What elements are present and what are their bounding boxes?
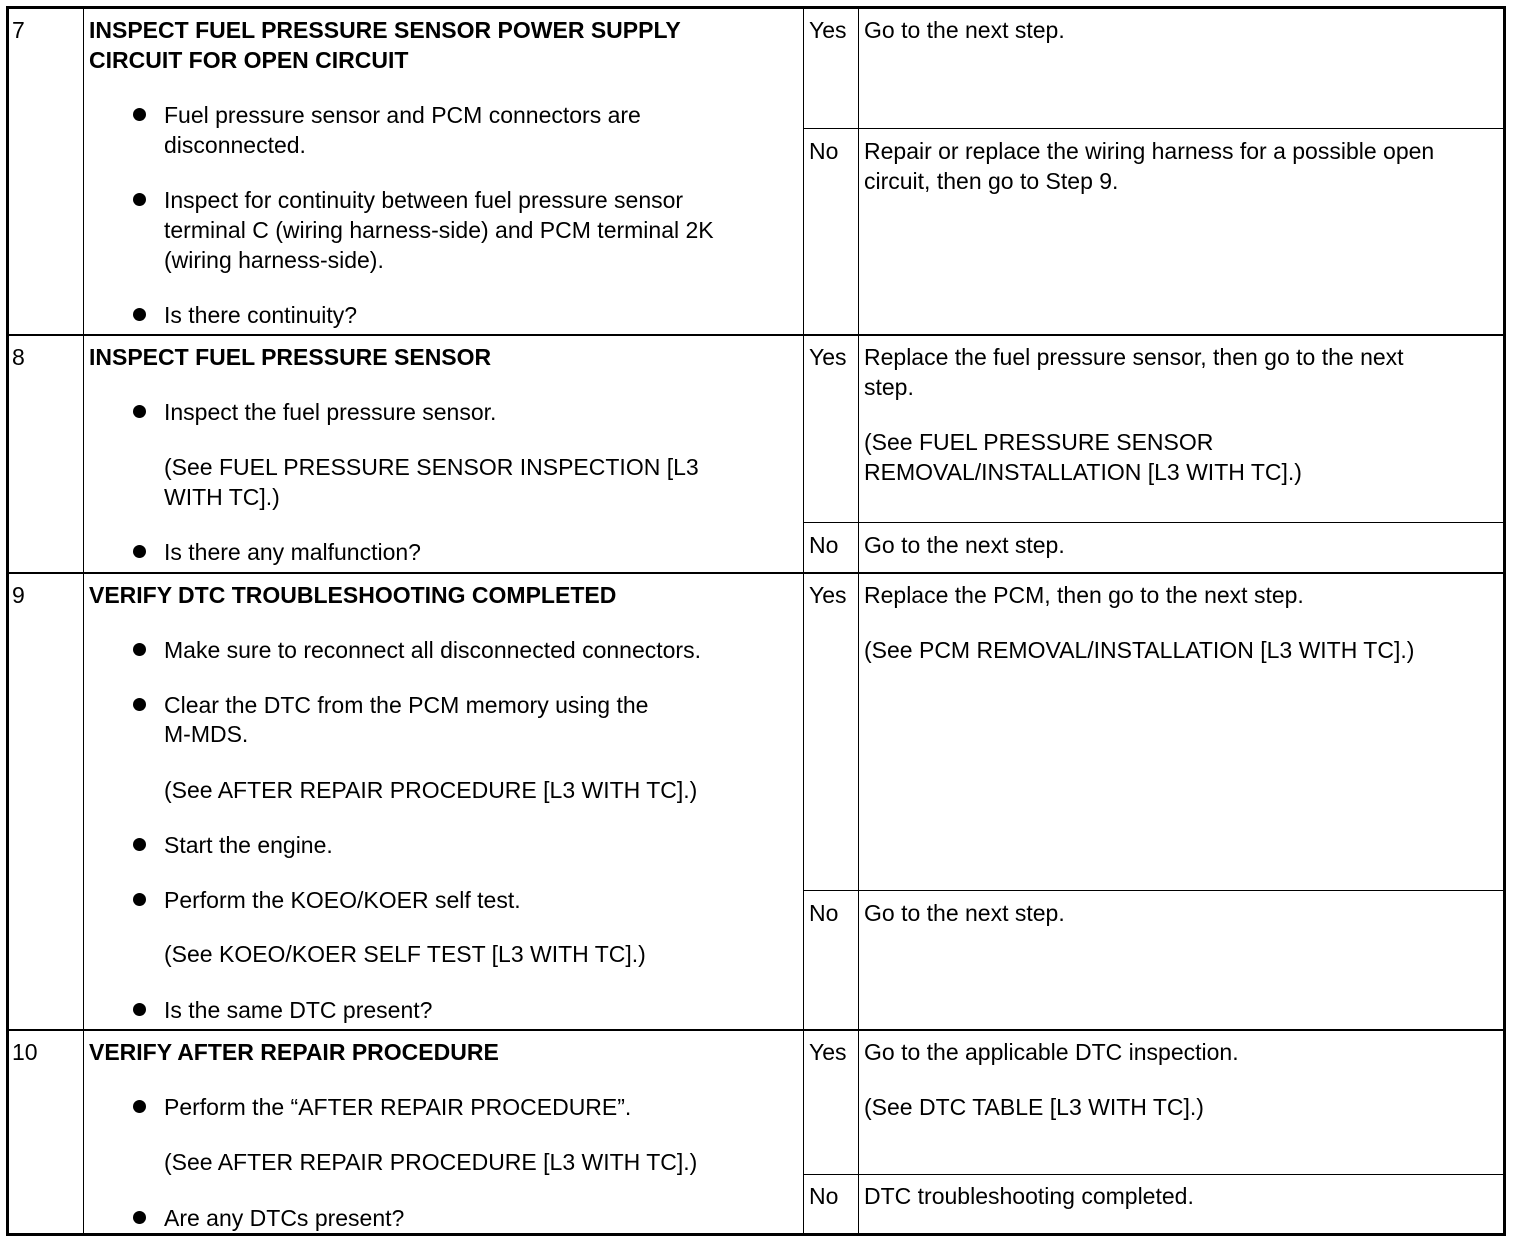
yes-action: Replace the fuel pressure sensor, then go to the next — [864, 344, 1404, 370]
bullet-icon — [133, 838, 146, 851]
step-number: 10 — [12, 1039, 38, 1065]
reference-note: (See FUEL PRESSURE SENSOR INSPECTION [L3 — [164, 454, 699, 480]
no-action: DTC troubleshooting completed. — [864, 1183, 1194, 1209]
yes-label: Yes — [809, 344, 847, 370]
inspection-item: (wiring harness-side). — [164, 247, 384, 273]
step-number: 8 — [12, 344, 25, 370]
bullet-icon — [133, 1100, 146, 1113]
no-action: circuit, then go to Step 9. — [864, 168, 1119, 194]
step-title: INSPECT FUEL PRESSURE SENSOR POWER SUPPLY — [89, 17, 681, 43]
yes-action: Replace the PCM, then go to the next step. — [864, 582, 1304, 608]
no-label: No — [809, 1183, 839, 1209]
reference-note: (See KOEO/KOER SELF TEST [L3 WITH TC].) — [164, 941, 646, 967]
bullet-icon — [133, 108, 146, 121]
bullet-icon — [133, 1003, 146, 1016]
inspection-item: Inspect the fuel pressure sensor. — [164, 399, 497, 425]
reference-note: (See FUEL PRESSURE SENSOR — [864, 429, 1214, 455]
no-action: Go to the next step. — [864, 900, 1065, 926]
inspection-item: Perform the KOEO/KOER self test. — [164, 887, 521, 913]
no-action: Go to the next step. — [864, 532, 1065, 558]
row-divider — [9, 334, 1503, 336]
inspection-item: disconnected. — [164, 132, 306, 158]
yes-no-divider — [803, 890, 1503, 891]
no-label: No — [809, 138, 839, 164]
bullet-icon — [133, 405, 146, 418]
column-divider-inspection — [803, 9, 804, 1233]
inspection-item: Start the engine. — [164, 832, 333, 858]
row-divider — [9, 572, 1503, 574]
inspection-item: M-MDS. — [164, 721, 249, 747]
column-divider-step — [83, 9, 84, 1233]
yes-no-divider — [803, 1174, 1503, 1175]
step-title: VERIFY DTC TROUBLESHOOTING COMPLETED — [89, 582, 617, 608]
reference-note: REMOVAL/INSTALLATION [L3 WITH TC].) — [864, 459, 1302, 485]
bullet-icon — [133, 893, 146, 906]
yes-action: step. — [864, 374, 914, 400]
inspection-question: Is there continuity? — [164, 302, 358, 328]
yes-label: Yes — [809, 582, 847, 608]
column-divider-result — [858, 9, 859, 1233]
step-number: 7 — [12, 17, 25, 43]
inspection-item: Make sure to reconnect all disconnected connectors. — [164, 637, 701, 663]
step-number: 9 — [12, 582, 25, 608]
inspection-item: Clear the DTC from the PCM memory using the — [164, 692, 649, 718]
reference-note: (See DTC TABLE [L3 WITH TC].) — [864, 1094, 1204, 1120]
inspection-question: Is the same DTC present? — [164, 997, 433, 1023]
inspection-item: terminal C (wiring harness-side) and PCM terminal 2K — [164, 217, 714, 243]
reference-note: (See PCM REMOVAL/INSTALLATION [L3 WITH TC].) — [864, 637, 1415, 663]
bullet-icon — [133, 545, 146, 558]
step-title: INSPECT FUEL PRESSURE SENSOR — [89, 344, 492, 370]
step-title: VERIFY AFTER REPAIR PROCEDURE — [89, 1039, 499, 1065]
no-action: Repair or replace the wiring harness for a possible open — [864, 138, 1435, 164]
row-divider — [9, 1029, 1503, 1031]
inspection-item: Fuel pressure sensor and PCM connectors are — [164, 102, 641, 128]
inspection-item: Perform the “AFTER REPAIR PROCEDURE”. — [164, 1094, 632, 1120]
reference-note: (See AFTER REPAIR PROCEDURE [L3 WITH TC].) — [164, 1149, 698, 1175]
inspection-question: Are any DTCs present? — [164, 1205, 405, 1231]
troubleshooting-table — [6, 6, 1506, 1236]
yes-no-divider — [803, 128, 1503, 129]
bullet-icon — [133, 1211, 146, 1224]
bullet-icon — [133, 698, 146, 711]
step-title: CIRCUIT FOR OPEN CIRCUIT — [89, 47, 409, 73]
no-label: No — [809, 532, 839, 558]
bullet-icon — [133, 643, 146, 656]
bullet-icon — [133, 193, 146, 206]
reference-note: WITH TC].) — [164, 484, 280, 510]
inspection-question: Is there any malfunction? — [164, 539, 421, 565]
bullet-icon — [133, 308, 146, 321]
inspection-item: Inspect for continuity between fuel pressure sensor — [164, 187, 684, 213]
no-label: No — [809, 900, 839, 926]
yes-action: Go to the next step. — [864, 17, 1065, 43]
yes-label: Yes — [809, 1039, 847, 1065]
yes-label: Yes — [809, 17, 847, 43]
yes-no-divider — [803, 522, 1503, 523]
yes-action: Go to the applicable DTC inspection. — [864, 1039, 1239, 1065]
reference-note: (See AFTER REPAIR PROCEDURE [L3 WITH TC].) — [164, 777, 698, 803]
